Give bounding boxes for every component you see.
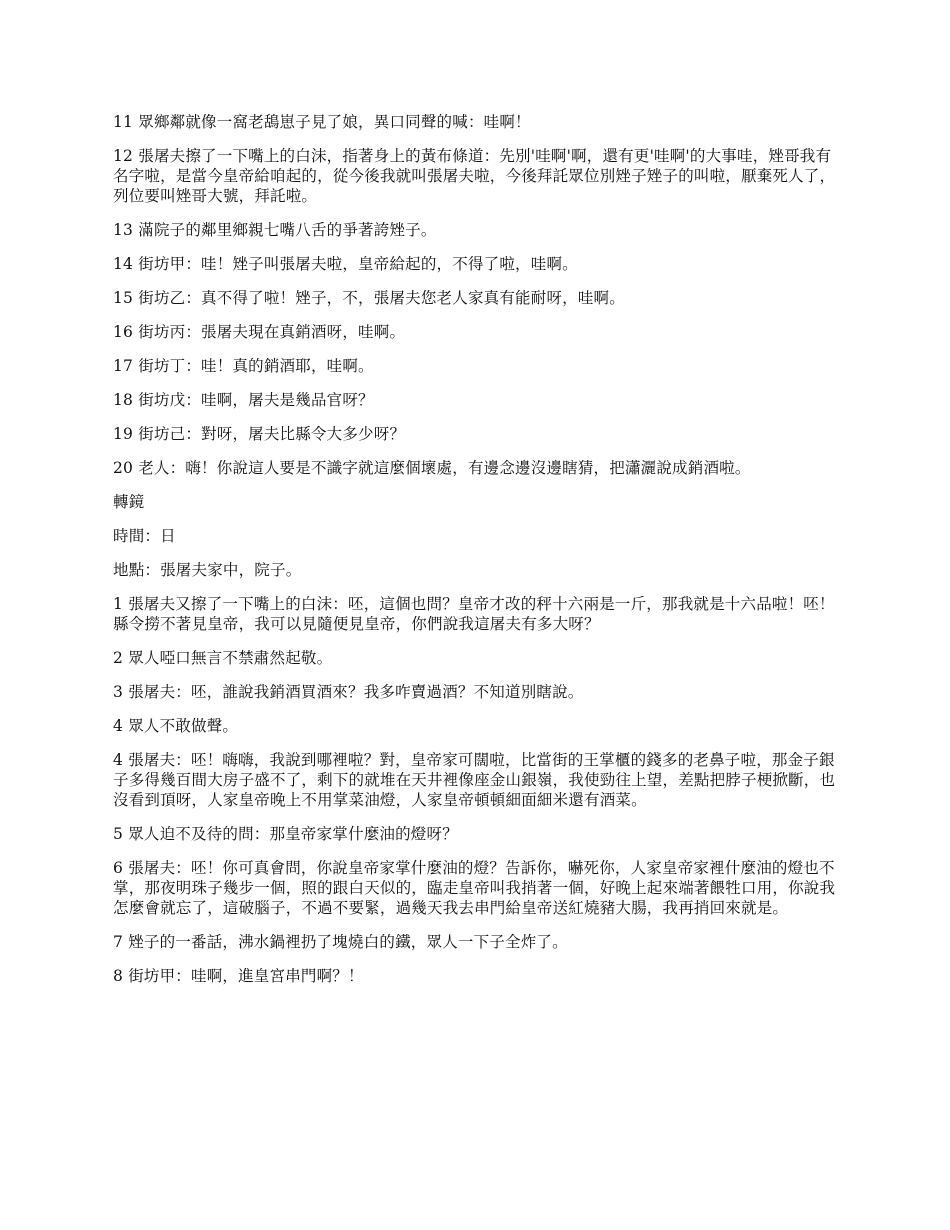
paragraph: 8 街坊甲：哇啊，進皇宮串門啊？！: [113, 967, 364, 985]
document-body: [113, 112, 841, 1000]
paragraph: 14 街坊甲：哇！矬子叫張屠夫啦，皇帝給起的，不得了啦，哇啊。: [113, 255, 578, 273]
paragraph: 19 街坊己：對呀，屠夫比縣令大多少呀？: [113, 425, 406, 443]
paragraph: 11 眾鄉鄰就像一窩老鴰崽子見了娘，異口同聲的喊：哇啊！: [113, 113, 531, 131]
paragraph: 1 張屠夫又擦了一下嘴上的白沫：呸，這個也問？皇帝才改的秤十六兩是一斤，那我就是十六品啦！呸！縣令撈不著見皇帝，我可以見隨便見皇帝，你們說我這屠夫有多大呀？: [113, 595, 835, 633]
paragraph: 4 張屠夫：呸！嗨嗨，我說到哪裡啦？對，皇帝家可闊啦，比當街的王掌櫃的錢多的老鼻子啦，那金子銀子多得幾百間大房子盛不了，剩下的就堆在天井裡像座金山銀嶺，我使勁往上望，差點把脖子梗掀斷，也沒看到頂呀，人家皇帝晚上不用掌菜油燈，人家皇帝頓頓細面細米還有酒菜。: [113, 751, 836, 809]
paragraph: 3 張屠夫：呸，誰說我銷酒買酒來？我多咋賣過酒？不知道別瞎說。: [113, 683, 584, 701]
paragraph: 17 街坊丁：哇！真的銷酒耶，哇啊。: [113, 357, 374, 375]
paragraph: 4 眾人不敢做聲。: [113, 717, 239, 735]
paragraph: 16 街坊丙：張屠夫現在真銷酒呀，哇啊。: [113, 323, 406, 341]
paragraph: 15 街坊乙：真不得了啦！矬子，不，張屠夫您老人家真有能耐呀，哇啊。: [113, 289, 625, 307]
scene-location: 地點：張屠夫家中，院子。: [113, 561, 302, 579]
paragraph: 5 眾人迫不及待的問：那皇帝家掌什麼油的燈呀？: [113, 825, 458, 843]
paragraph: 2 眾人啞口無言不禁肅然起敬。: [113, 649, 333, 667]
paragraph: 18 街坊戊：哇啊，屠夫是幾品官呀？: [113, 391, 374, 409]
scene-heading: 轉鏡: [113, 493, 145, 511]
paragraph: 6 張屠夫：呸！你可真會問，你說皇帝家掌什麼油的燈？告訴你，嚇死你，人家皇帝家裡什麼油的燈也不掌，那夜明珠子幾步一個，照的跟白天似的，臨走皇帝叫我捎著一個，好晚上起來端著餵牲口用，你說我怎麼會就忘了，這破腦子，不過不要緊，過幾天我去串門給皇帝送紅燒豬大腸，我再捎回來就是。: [113, 859, 836, 917]
paragraph: 7 矬子的一番話，沸水鍋裡扔了塊燒白的鐵，眾人一下子全炸了。: [113, 933, 568, 951]
paragraph: 12 張屠夫擦了一下嘴上的白沫，指著身上的黃布條道：先別'哇啊'啊，還有更'哇啊'的大事哇，矬哥我有名字啦，是當今皇帝給咱起的，從今後我就叫張屠夫啦，今後拜託眾位別矬子矬子的叫啦，厭棄死人了，列位要叫矬哥大號，拜託啦。: [113, 147, 836, 205]
paragraph: 13 滿院子的鄰里鄉親七嘴八舌的爭著誇矬子。: [113, 221, 437, 239]
paragraph: 20 老人：嗨！你說這人要是不識字就這麼個壞處，有邊念邊沒邊瞎猜，把瀟灑說成銷酒啦。: [113, 459, 751, 477]
scene-time: 時間：日: [113, 527, 176, 545]
